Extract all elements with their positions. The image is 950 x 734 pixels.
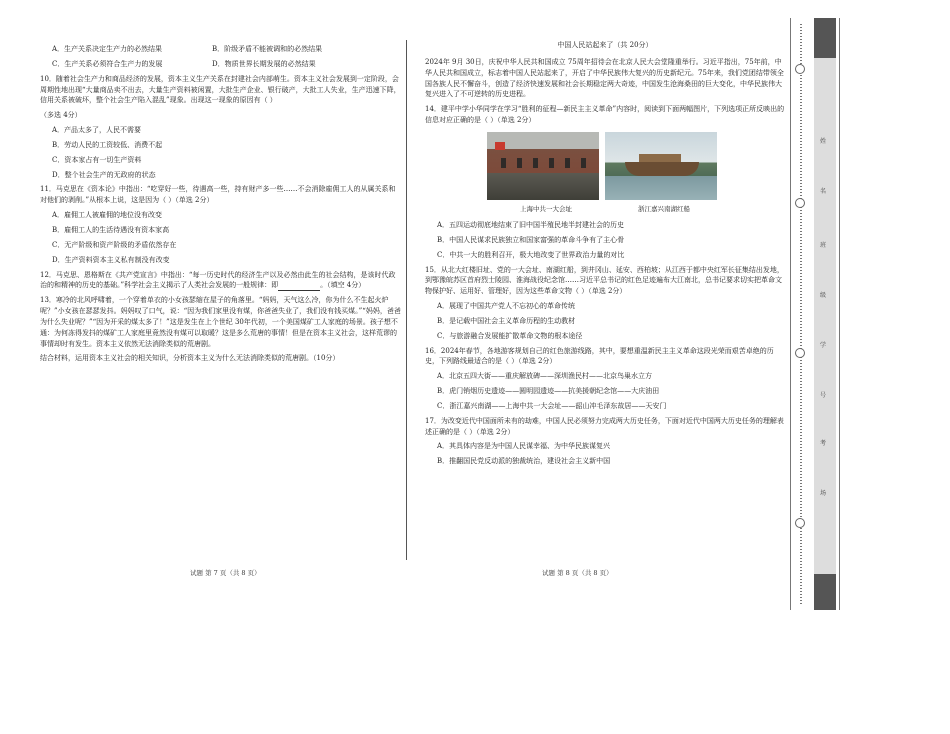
q11-option-d: D．生产资料资本主义私有制没有改变 <box>52 255 170 264</box>
binding-hole-4 <box>795 518 805 528</box>
binding-label-1: 姓 <box>820 138 827 145</box>
q12-stem-before: 12．马克思、恩格斯在《共产党宣言》中指出：“每一历史时代的经济生产以及必然由此生的社会结构，是该时代政治的和精神的历史的基础。”科学社会主义揭示了人类社会发展的一般规律：即 <box>40 270 396 290</box>
binding-label-3: 班 <box>820 242 827 249</box>
binding-label-6: 号 <box>820 392 827 399</box>
q10-option-d: D．整个社会生产的无政府的状态 <box>52 170 156 179</box>
q11-option-c: C．无产阶级和资产阶级的矛盾依然存在 <box>52 240 177 249</box>
photo-caption-1: 上海中共一大会址 <box>520 204 572 213</box>
q12-stem-after: 。（填空 4分） <box>320 281 366 290</box>
q14-photos <box>487 132 785 200</box>
q16-option-c: C．浙江嘉兴南湖——上海中共一大会址——韶山冲毛泽东故居——天安门 <box>437 401 667 410</box>
q14-option-c: C．中共一大的胜利召开，极大地改变了世界政治力量的对比 <box>437 250 625 259</box>
binding-cap-bottom <box>814 574 836 610</box>
q14-option-b: B．中国人民谋求民族独立和国家富强的革命斗争有了主心骨 <box>437 235 625 244</box>
q12-stem <box>40 270 402 292</box>
q10-note: （多选 4分） <box>40 111 82 120</box>
binding-hole-2 <box>795 198 805 208</box>
binding-hole-1 <box>795 64 805 74</box>
binding-cap-top <box>814 18 836 58</box>
q10-option-c: C．资本家占有一切生产资料 <box>52 155 142 164</box>
q14-option-a: A．五四运动彻底地结束了旧中国半殖民地半封建社会的历史 <box>437 220 625 229</box>
photo-first-congress-site <box>487 132 599 200</box>
photo-caption-2: 浙江嘉兴南湖红船 <box>638 204 690 213</box>
q9-option-d: D．物质世界长期发展的必然结果 <box>212 59 316 68</box>
q13-stem: 13．寒冷的北风呼啸着，一个穿着单衣的小女孩瑟缩在屋子的角落里。“妈妈，天气这么冷，你为什么不生起火炉呢？”小女孩在瑟瑟发抖。妈妈叹了口气，说：“因为我们家里没有煤，你爸爸失业了，我们没有钱买煤。”“妈妈，爸爸为什么失业呢？”“因为开采的煤太多了！”这是发生在上个世纪 30年代初，一个美国煤矿工人家庭的场景。孩子想不通：为何冻得发抖的煤矿工人家庭里竟然没有煤可以取暖？这是多么荒唐的事情！但是在资本主义社会，这样荒谬的事情却时有发生。资本主义依然无法消除类似的荒唐剧。 <box>40 296 401 348</box>
q9-options-row1 <box>52 44 402 55</box>
q14-stem: 14．建平中学小华同学在学习“胜利的征程—新民主主义革命”内容时，阅读到下面两幅图片，下列选项正所反映出的信息对应正确的是（ ）（单选 2分） <box>425 105 785 125</box>
q9-options-row2 <box>52 59 402 70</box>
binding-dotted-line <box>800 24 802 604</box>
q15-stem: 15．从北大红楼旧址、党的一大会址、南湖红船，到井冈山、延安、西柏坡；从江西于都中央红军长征集结出发地，到鄂豫皖苏区首府烈士陵园、淮海战役纪念馆……习近平总书记的红色足迹遍布大江南北，总书记要求切实把革命文物保护好、运用好、管理好，因为这些革命文物（ ）（单选 2分） <box>425 265 784 296</box>
binding-label-5: 学 <box>820 342 827 349</box>
section-intro: 2024年 9月 30日，庆祝中华人民共和国成立 75周年招待会在北京人民大会堂隆重举行。习近平指出，75年前，中华人民共和国成立，标志着中国人民站起来了，开启了中华民族伟大复兴的历史新纪元。75年来，我们党团结带领全国各族人民不懈奋斗，创造了经济快速发展和社会长期稳定两大奇迹，中国发生沧海桑田的巨大变化，中华民族伟大复兴进入了不可逆转的历史进程。 <box>425 57 784 99</box>
q9-option-b: B．阶级矛盾不能被调和的必然结果 <box>212 45 323 53</box>
page-footer-8: 试题 第 8 页（共 8 页） <box>542 569 613 577</box>
q17-option-b: B．推翻国民党反动派的独裁统治，建设社会主义新中国 <box>437 457 611 466</box>
binding-label-8: 场 <box>820 490 827 497</box>
q9-option-a: A．生产关系决定生产力的必然结果 <box>52 45 163 53</box>
q16-stem: 16．2024年春节，各地游客规划自己的红色旅游线路，其中，要想重温新民主主义革命这段光荣而艰苦卓绝的历史，下列路线最适合的是（ ）（单选 2分） <box>425 346 774 366</box>
q11-option-b: B．雇佣工人的生活待遇没有资本家高 <box>52 225 170 234</box>
q10-option-a: A．产品太多了，人民不需要 <box>52 126 142 135</box>
binding-label-4: 级 <box>820 292 827 299</box>
binding-label-2: 名 <box>820 188 827 195</box>
section-title: 中国人民站起来了（共 20分） <box>557 41 653 49</box>
q15-option-a: A．展现了中国共产党人不忘初心的革命传统 <box>437 302 576 311</box>
q9-option-c: C．生产关系必须符合生产力的发展 <box>52 59 163 68</box>
q16-option-a: A．北京五四大街——重庆解放碑——深圳渔民村——北京鸟巢水立方 <box>437 372 653 381</box>
binding-strip <box>790 18 838 610</box>
binding-label-7: 考 <box>820 440 827 447</box>
page-footer-7: 试题 第 7 页（共 8 页） <box>190 569 261 577</box>
q15-option-b: B．是记载中国社会主义革命历程的生动教材 <box>437 316 576 325</box>
q13-task: 结合材料，运用资本主义社会的相关知识，分析资本主义为什么无法消除类似的荒唐剧。（10分） <box>40 354 340 363</box>
column-divider <box>406 40 407 560</box>
q15-option-c: C．与旅游融合发展能扩散革命文物的根本途径 <box>437 331 583 340</box>
q16-option-b: B．虎门销烟历史遗迹——圆明园遗迹——抗美援朝纪念馆——大庆油田 <box>437 387 660 396</box>
q10-option-b: B．劳动人民的工资较低、消费不起 <box>52 140 163 149</box>
photo-red-boat <box>605 132 717 200</box>
photo-captions <box>487 204 785 214</box>
binding-hole-3 <box>795 348 805 358</box>
q17-stem: 17．为改变近代中国面所未有的劫难，中国人民必须努力完成两大历史任务，下面对近代中国两大历史任务的理解表述正确的是（ ）（单选 2分） <box>425 416 784 436</box>
left-column <box>40 40 402 368</box>
q11-stem: 11．马克思在《资本论》中指出：“吃穿好一些，待遇高一些，持有财产多一些……不会消除雇佣工人的从属关系和对他们的剥削。”从根本上说，这是因为（ ）（单选 2分） <box>40 185 396 205</box>
q11-option-a: A．雇佣工人被雇佣的地位没有改变 <box>52 211 163 220</box>
right-column <box>425 40 785 471</box>
q10-stem: 10．随着社会生产力和商品经济的发展，资本主义生产关系在封建社会内部萌生。资本主义社会发展到一定阶段，会周期性地出现“大量商品卖不出去，大量生产资料被闲置，大批生产企业、银行破产，大批工人失业，生产迅速下降，信用关系被破坏，整个社会生产陷入混乱”现象。出现这一现象的原因有（ ） <box>40 74 401 105</box>
q17-option-a: A．其具体内容是为中国人民谋幸福、为中华民族谋复兴 <box>437 442 611 451</box>
q12-fill-blank[interactable] <box>278 283 320 291</box>
